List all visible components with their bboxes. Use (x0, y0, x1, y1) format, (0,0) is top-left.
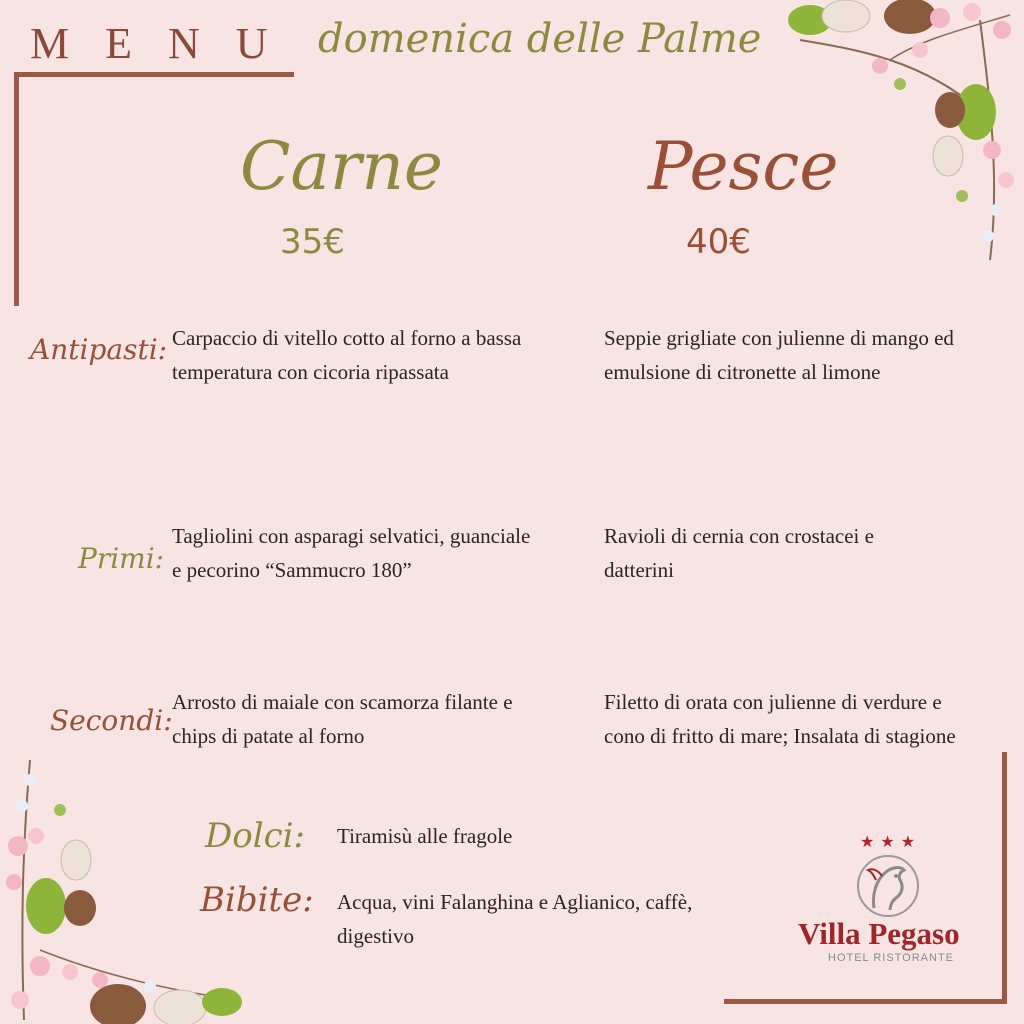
extra-label-dolci: Dolci: (205, 816, 305, 856)
floral-decoration-top-right (780, 0, 1024, 270)
menu-heading: MENU (30, 19, 304, 68)
bottom-right-frame-vertical (1002, 752, 1007, 1004)
pesce-title: Pesce (648, 128, 839, 205)
bibite-text: Acqua, vini Falanghina e Aglianico, caffè, digestivo (337, 890, 693, 948)
secondi-carne: Arrosto di maiale con scamorza filante e chips di patate al forno (172, 690, 513, 748)
top-left-frame-vertical (14, 72, 19, 306)
antipasti-pesce: Seppie grigliate con julienne di mango ed emulsione di citronette al limone (604, 326, 954, 384)
course-label-primi: Primi: (78, 542, 165, 575)
carne-price: 35€ (280, 222, 345, 262)
antipasti-carne: Carpaccio di vitello cotto al forno a bassa temperatura con cicoria ripassata (172, 326, 522, 384)
extra-label-bibite: Bibite: (200, 880, 314, 920)
course-label-antipasti: Antipasti: (30, 333, 168, 366)
top-left-frame-horizontal (14, 72, 294, 77)
logo-stars: ★★★ (860, 832, 922, 851)
floral-decoration-bottom-left (0, 750, 250, 1024)
logo-name: Villa Pegaso (798, 916, 960, 951)
carne-title: Carne (240, 128, 443, 205)
course-label-secondi: Secondi: (50, 704, 173, 737)
bottom-right-frame-horizontal (724, 999, 1007, 1004)
primi-pesce: Ravioli di cernia con crostacei e datterini (604, 524, 874, 582)
primi-carne: Tagliolini con asparagi selvatici, guanciale e pecorino “Sammucro 180” (172, 524, 531, 582)
menu-subtitle: domenica delle Palme (318, 16, 762, 62)
secondi-pesce: Filetto di orata con julienne di verdure e cono di fritto di mare; Insalata di stagione (604, 690, 956, 748)
dolci-text: Tiramisù alle fragole (337, 824, 513, 848)
pesce-price: 40€ (686, 222, 751, 262)
villa-pegaso-logo (790, 832, 980, 972)
logo-subtitle: HOTEL RISTORANTE (828, 952, 955, 964)
horse-head-icon (852, 850, 924, 922)
